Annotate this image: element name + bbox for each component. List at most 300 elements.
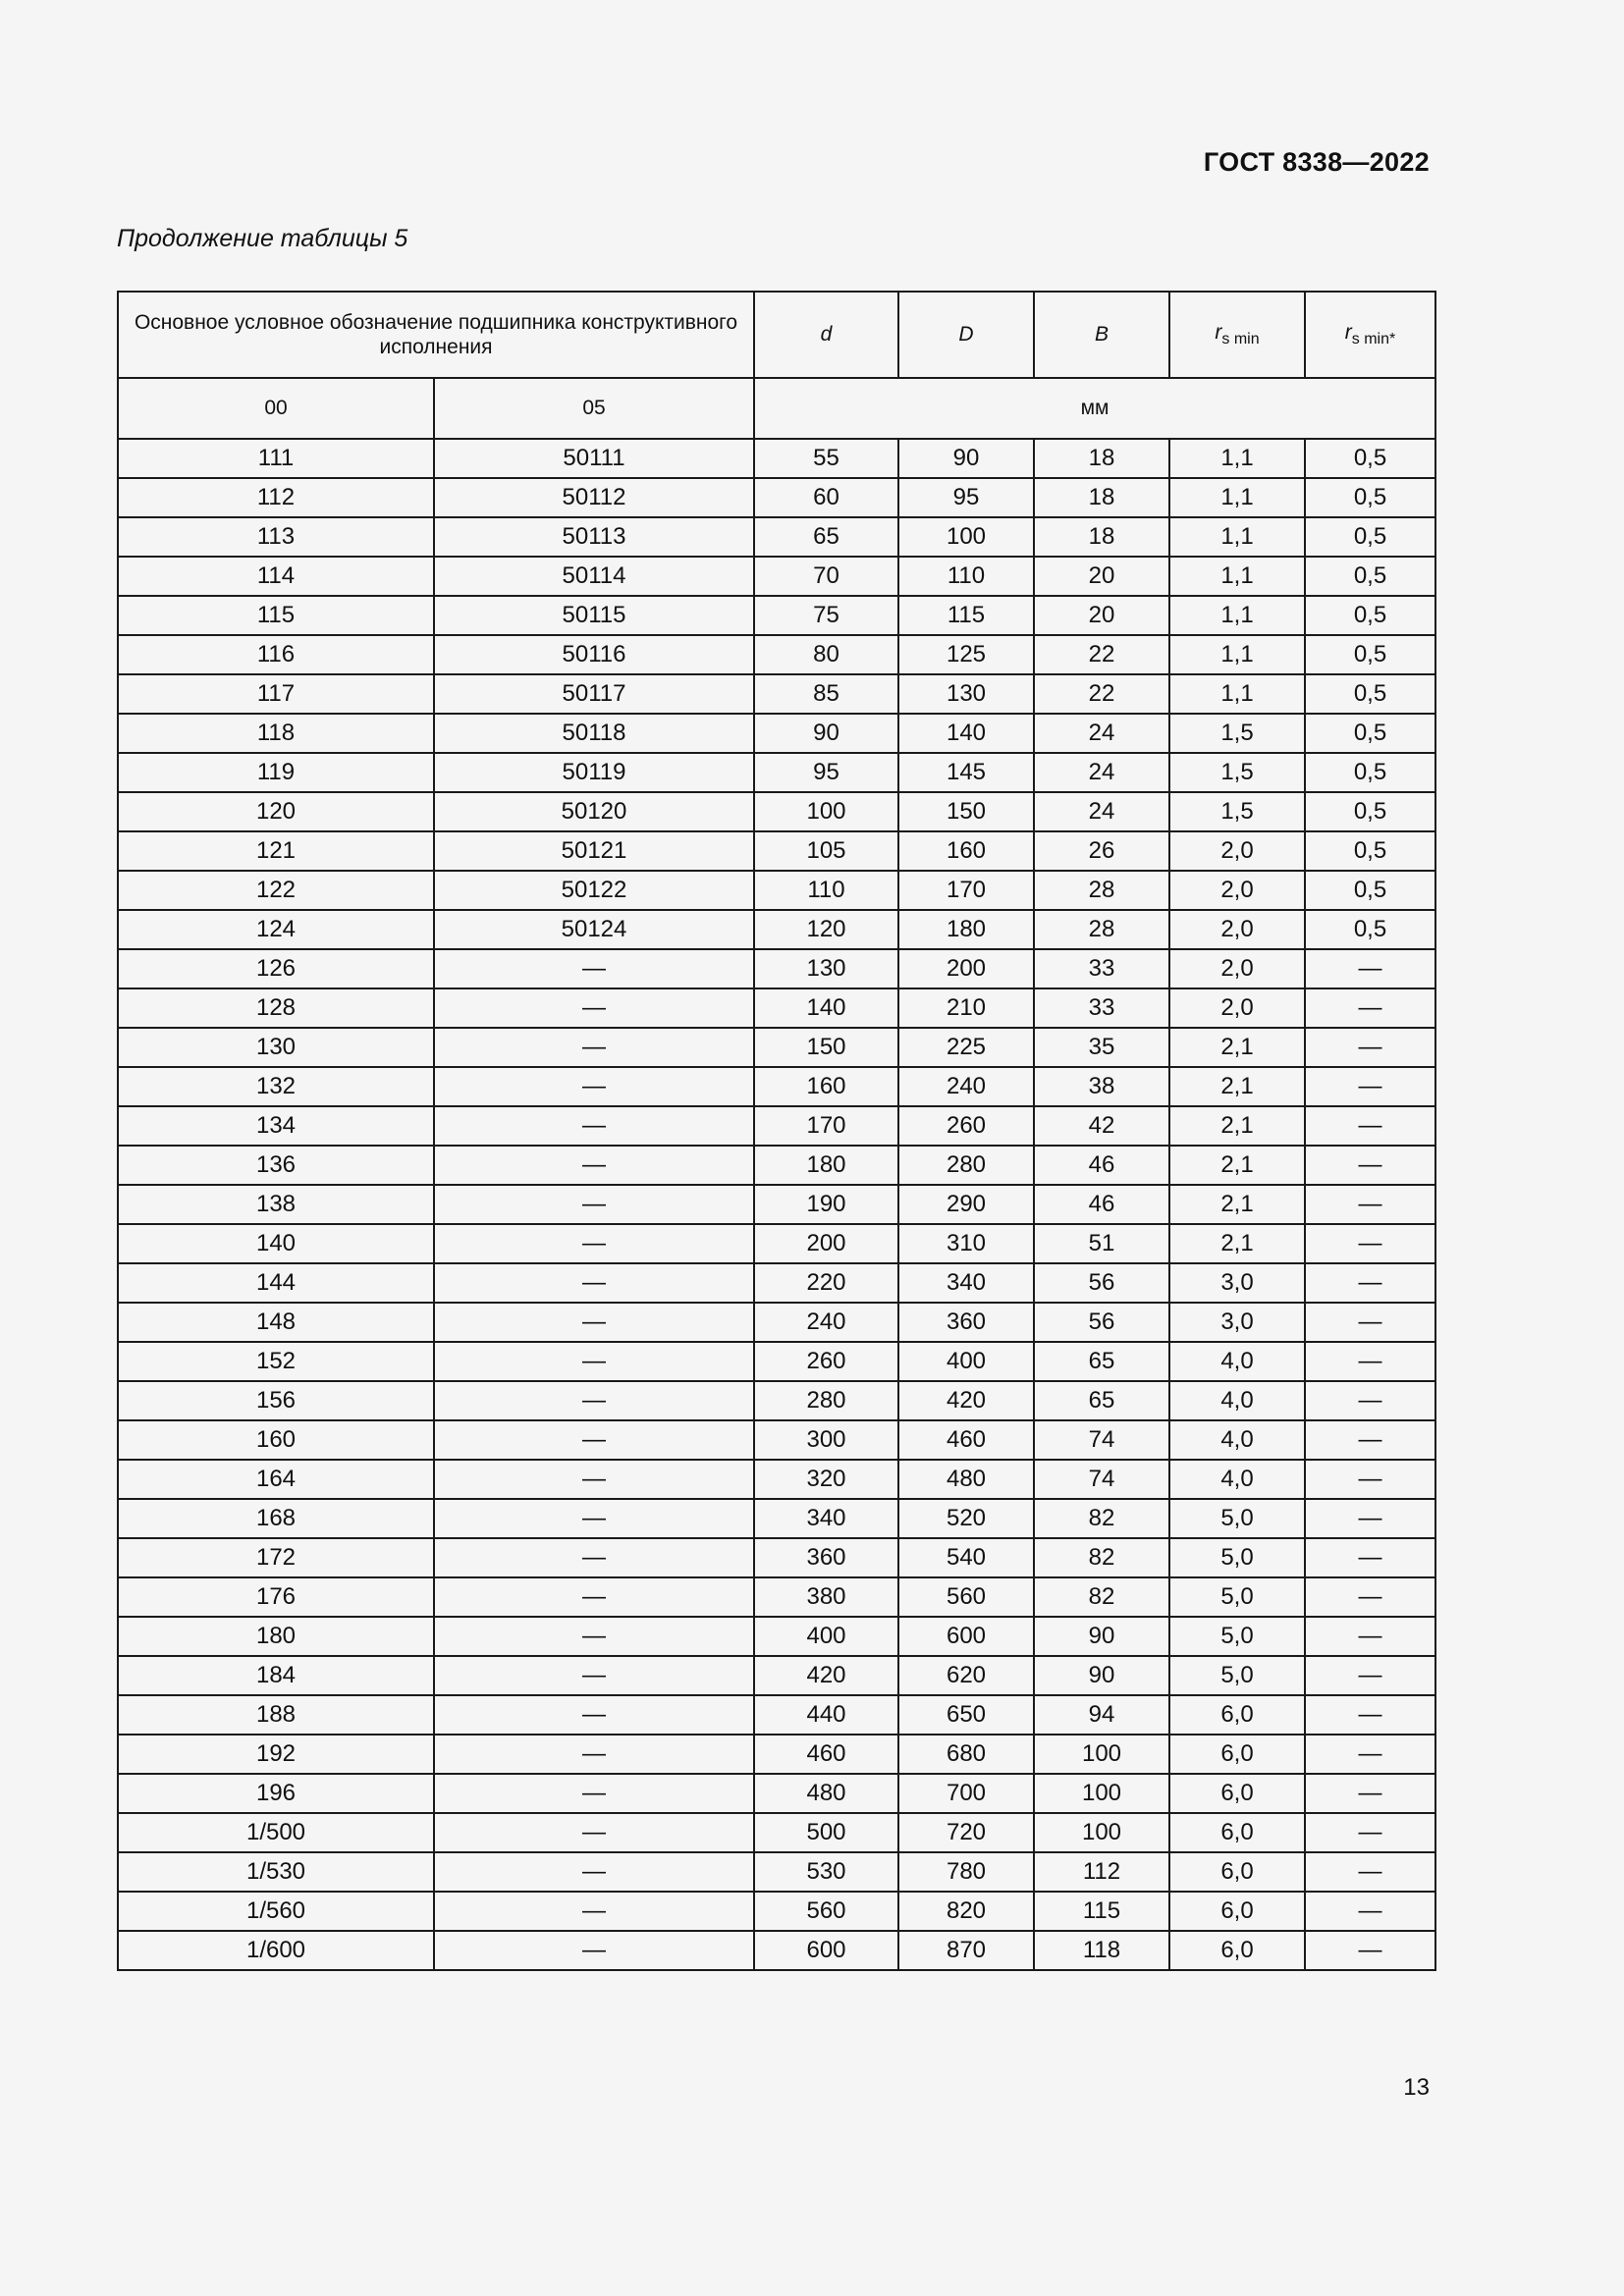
cell-05: 50114 [434, 557, 754, 596]
cell-rs-min-star: — [1305, 949, 1435, 988]
cell-D: 115 [898, 596, 1034, 635]
cell-rs-min: 5,0 [1169, 1617, 1305, 1656]
cell-05: — [434, 1892, 754, 1931]
cell-rs-min-star: 0,5 [1305, 753, 1435, 792]
cell-rs-min-star: — [1305, 1892, 1435, 1931]
cell-05: — [434, 949, 754, 988]
cell-d: 280 [754, 1381, 898, 1420]
cell-rs-min: 2,0 [1169, 910, 1305, 949]
cell-00: 124 [118, 910, 434, 949]
header-d: d [754, 292, 898, 378]
cell-05: 50120 [434, 792, 754, 831]
bearing-dimensions-table [117, 291, 1436, 1971]
cell-B: 18 [1034, 517, 1169, 557]
cell-rs-min-star: — [1305, 1813, 1435, 1852]
header-rs-min-sub: s min [1221, 331, 1260, 347]
cell-rs-min: 2,1 [1169, 1224, 1305, 1263]
cell-d: 600 [754, 1931, 898, 1970]
cell-05: 50113 [434, 517, 754, 557]
cell-rs-min: 2,1 [1169, 1067, 1305, 1106]
cell-00: 136 [118, 1146, 434, 1185]
cell-B: 94 [1034, 1695, 1169, 1735]
cell-d: 90 [754, 714, 898, 753]
cell-05: — [434, 1185, 754, 1224]
cell-rs-min: 2,1 [1169, 1028, 1305, 1067]
cell-D: 125 [898, 635, 1034, 674]
cell-d: 190 [754, 1185, 898, 1224]
table-row [118, 1852, 1435, 1892]
cell-00: 128 [118, 988, 434, 1028]
cell-d: 200 [754, 1224, 898, 1263]
cell-d: 150 [754, 1028, 898, 1067]
cell-d: 160 [754, 1067, 898, 1106]
cell-D: 225 [898, 1028, 1034, 1067]
cell-D: 110 [898, 557, 1034, 596]
cell-D: 150 [898, 792, 1034, 831]
cell-B: 42 [1034, 1106, 1169, 1146]
cell-00: 113 [118, 517, 434, 557]
cell-05: 50122 [434, 871, 754, 910]
cell-B: 90 [1034, 1656, 1169, 1695]
cell-00: 184 [118, 1656, 434, 1695]
cell-rs-min: 4,0 [1169, 1381, 1305, 1420]
cell-rs-min: 2,0 [1169, 988, 1305, 1028]
cell-D: 720 [898, 1813, 1034, 1852]
cell-B: 20 [1034, 557, 1169, 596]
cell-rs-min-star: 0,5 [1305, 439, 1435, 478]
cell-05: — [434, 1774, 754, 1813]
cell-05: — [434, 1106, 754, 1146]
cell-00: 111 [118, 439, 434, 478]
cell-05: 50124 [434, 910, 754, 949]
cell-rs-min: 4,0 [1169, 1420, 1305, 1460]
cell-05: — [434, 1577, 754, 1617]
header-rs-min-star-base: r [1344, 321, 1352, 344]
cell-rs-min: 1,1 [1169, 439, 1305, 478]
cell-d: 120 [754, 910, 898, 949]
cell-rs-min: 2,1 [1169, 1146, 1305, 1185]
cell-B: 56 [1034, 1263, 1169, 1303]
cell-d: 460 [754, 1735, 898, 1774]
cell-rs-min: 1,1 [1169, 557, 1305, 596]
cell-rs-min-star: 0,5 [1305, 714, 1435, 753]
table-row [118, 988, 1435, 1028]
cell-B: 33 [1034, 949, 1169, 988]
table-row [118, 1617, 1435, 1656]
cell-D: 680 [898, 1735, 1034, 1774]
table-row [118, 1106, 1435, 1146]
header-rs-min [1169, 292, 1305, 378]
cell-rs-min: 3,0 [1169, 1263, 1305, 1303]
cell-00: 1/500 [118, 1813, 434, 1852]
cell-00: 130 [118, 1028, 434, 1067]
cell-d: 180 [754, 1146, 898, 1185]
cell-05: 50111 [434, 439, 754, 478]
cell-00: 132 [118, 1067, 434, 1106]
cell-rs-min: 6,0 [1169, 1774, 1305, 1813]
cell-00: 1/530 [118, 1852, 434, 1892]
cell-00: 160 [118, 1420, 434, 1460]
cell-rs-min: 6,0 [1169, 1931, 1305, 1970]
cell-05: 50116 [434, 635, 754, 674]
cell-00: 118 [118, 714, 434, 753]
cell-d: 240 [754, 1303, 898, 1342]
header-rs-min-star-sub: s min* [1351, 331, 1396, 347]
table-row [118, 1381, 1435, 1420]
cell-rs-min-star: — [1305, 1577, 1435, 1617]
cell-B: 46 [1034, 1146, 1169, 1185]
cell-00: 176 [118, 1577, 434, 1617]
cell-00: 156 [118, 1381, 434, 1420]
cell-B: 38 [1034, 1067, 1169, 1106]
cell-rs-min-star: — [1305, 1460, 1435, 1499]
table-body [118, 439, 1435, 1970]
cell-rs-min: 1,1 [1169, 596, 1305, 635]
cell-rs-min: 2,1 [1169, 1185, 1305, 1224]
cell-05: 50112 [434, 478, 754, 517]
table-row [118, 1656, 1435, 1695]
cell-rs-min: 4,0 [1169, 1460, 1305, 1499]
cell-rs-min: 1,5 [1169, 792, 1305, 831]
cell-d: 55 [754, 439, 898, 478]
cell-05: 50115 [434, 596, 754, 635]
page-number: 13 [1403, 2074, 1430, 2101]
cell-B: 74 [1034, 1420, 1169, 1460]
table-row [118, 439, 1435, 478]
cell-00: 152 [118, 1342, 434, 1381]
cell-B: 100 [1034, 1735, 1169, 1774]
cell-rs-min: 5,0 [1169, 1656, 1305, 1695]
table-row [118, 517, 1435, 557]
cell-00: 120 [118, 792, 434, 831]
cell-D: 100 [898, 517, 1034, 557]
table-row [118, 596, 1435, 635]
cell-B: 18 [1034, 439, 1169, 478]
cell-rs-min: 6,0 [1169, 1852, 1305, 1892]
cell-05: — [434, 1813, 754, 1852]
cell-00: 196 [118, 1774, 434, 1813]
cell-B: 82 [1034, 1499, 1169, 1538]
cell-D: 170 [898, 871, 1034, 910]
cell-D: 210 [898, 988, 1034, 1028]
cell-rs-min-star: 0,5 [1305, 517, 1435, 557]
cell-D: 130 [898, 674, 1034, 714]
table-row [118, 1695, 1435, 1735]
cell-rs-min-star: 0,5 [1305, 635, 1435, 674]
cell-00: 172 [118, 1538, 434, 1577]
cell-rs-min: 6,0 [1169, 1892, 1305, 1931]
cell-d: 80 [754, 635, 898, 674]
cell-B: 112 [1034, 1852, 1169, 1892]
cell-B: 118 [1034, 1931, 1169, 1970]
cell-D: 870 [898, 1931, 1034, 1970]
cell-D: 145 [898, 753, 1034, 792]
cell-d: 60 [754, 478, 898, 517]
cell-B: 115 [1034, 1892, 1169, 1931]
cell-05: — [434, 1224, 754, 1263]
cell-B: 22 [1034, 674, 1169, 714]
cell-B: 28 [1034, 871, 1169, 910]
cell-B: 18 [1034, 478, 1169, 517]
cell-D: 95 [898, 478, 1034, 517]
cell-00: 138 [118, 1185, 434, 1224]
cell-rs-min-star: — [1305, 988, 1435, 1028]
cell-d: 140 [754, 988, 898, 1028]
cell-B: 20 [1034, 596, 1169, 635]
cell-rs-min-star: — [1305, 1852, 1435, 1892]
cell-00: 122 [118, 871, 434, 910]
cell-rs-min-star: — [1305, 1695, 1435, 1735]
table-row [118, 1185, 1435, 1224]
cell-D: 310 [898, 1224, 1034, 1263]
table-row [118, 674, 1435, 714]
table-row [118, 1538, 1435, 1577]
table-row [118, 753, 1435, 792]
header-B: B [1034, 292, 1169, 378]
cell-B: 90 [1034, 1617, 1169, 1656]
cell-05: — [434, 1735, 754, 1774]
cell-rs-min-star: 0,5 [1305, 792, 1435, 831]
cell-D: 700 [898, 1774, 1034, 1813]
table-row [118, 1892, 1435, 1931]
cell-rs-min-star: 0,5 [1305, 557, 1435, 596]
cell-rs-min-star: 0,5 [1305, 831, 1435, 871]
cell-B: 74 [1034, 1460, 1169, 1499]
cell-D: 620 [898, 1656, 1034, 1695]
cell-rs-min-star: — [1305, 1617, 1435, 1656]
table-row [118, 910, 1435, 949]
cell-d: 220 [754, 1263, 898, 1303]
cell-D: 290 [898, 1185, 1034, 1224]
cell-B: 26 [1034, 831, 1169, 871]
cell-05: — [434, 1067, 754, 1106]
cell-00: 117 [118, 674, 434, 714]
cell-d: 260 [754, 1342, 898, 1381]
cell-rs-min-star: — [1305, 1146, 1435, 1185]
table-subheader-row [118, 378, 1435, 439]
cell-d: 110 [754, 871, 898, 910]
cell-05: 50118 [434, 714, 754, 753]
cell-05: — [434, 1146, 754, 1185]
cell-05: — [434, 1931, 754, 1970]
cell-D: 160 [898, 831, 1034, 871]
cell-05: — [434, 1342, 754, 1381]
header-rs-min-star [1305, 292, 1435, 378]
table-header-row [118, 292, 1435, 378]
cell-00: 119 [118, 753, 434, 792]
cell-rs-min-star: — [1305, 1106, 1435, 1146]
cell-d: 440 [754, 1695, 898, 1735]
cell-d: 560 [754, 1892, 898, 1931]
cell-D: 340 [898, 1263, 1034, 1303]
cell-d: 400 [754, 1617, 898, 1656]
cell-D: 400 [898, 1342, 1034, 1381]
cell-05: 50121 [434, 831, 754, 871]
cell-00: 126 [118, 949, 434, 988]
cell-rs-min-star: — [1305, 1263, 1435, 1303]
table-row [118, 1342, 1435, 1381]
cell-D: 240 [898, 1067, 1034, 1106]
cell-rs-min: 1,5 [1169, 753, 1305, 792]
cell-d: 100 [754, 792, 898, 831]
table-row [118, 1460, 1435, 1499]
cell-rs-min: 3,0 [1169, 1303, 1305, 1342]
cell-d: 75 [754, 596, 898, 635]
cell-05: — [434, 988, 754, 1028]
cell-05: — [434, 1460, 754, 1499]
cell-00: 1/560 [118, 1892, 434, 1931]
table-row [118, 1499, 1435, 1538]
cell-d: 420 [754, 1656, 898, 1695]
cell-00: 134 [118, 1106, 434, 1146]
cell-00: 121 [118, 831, 434, 871]
table-row [118, 557, 1435, 596]
cell-00: 140 [118, 1224, 434, 1263]
cell-d: 70 [754, 557, 898, 596]
cell-D: 460 [898, 1420, 1034, 1460]
cell-B: 82 [1034, 1577, 1169, 1617]
cell-rs-min: 4,0 [1169, 1342, 1305, 1381]
table-row [118, 1263, 1435, 1303]
cell-rs-min: 2,0 [1169, 949, 1305, 988]
cell-rs-min: 1,1 [1169, 478, 1305, 517]
cell-D: 200 [898, 949, 1034, 988]
cell-rs-min-star: — [1305, 1224, 1435, 1263]
cell-rs-min: 1,1 [1169, 517, 1305, 557]
cell-d: 360 [754, 1538, 898, 1577]
cell-D: 420 [898, 1381, 1034, 1420]
cell-05: — [434, 1852, 754, 1892]
cell-D: 360 [898, 1303, 1034, 1342]
cell-D: 260 [898, 1106, 1034, 1146]
cell-00: 168 [118, 1499, 434, 1538]
table-row [118, 1303, 1435, 1342]
cell-rs-min-star: — [1305, 1185, 1435, 1224]
cell-05: — [434, 1656, 754, 1695]
cell-B: 100 [1034, 1774, 1169, 1813]
table-row [118, 831, 1435, 871]
cell-B: 65 [1034, 1381, 1169, 1420]
table-row [118, 1420, 1435, 1460]
table-row [118, 871, 1435, 910]
document-code: ГОСТ 8338—2022 [1203, 147, 1430, 177]
header-D: D [898, 292, 1034, 378]
cell-rs-min: 6,0 [1169, 1813, 1305, 1852]
cell-rs-min-star: — [1305, 1538, 1435, 1577]
cell-d: 300 [754, 1420, 898, 1460]
cell-rs-min-star: — [1305, 1656, 1435, 1695]
cell-05: — [434, 1381, 754, 1420]
subheader-00: 00 [118, 378, 434, 439]
cell-D: 780 [898, 1852, 1034, 1892]
cell-D: 480 [898, 1460, 1034, 1499]
table-caption: Продолжение таблицы 5 [117, 225, 408, 252]
cell-00: 1/600 [118, 1931, 434, 1970]
cell-B: 35 [1034, 1028, 1169, 1067]
cell-05: 50119 [434, 753, 754, 792]
cell-00: 115 [118, 596, 434, 635]
cell-D: 520 [898, 1499, 1034, 1538]
cell-B: 82 [1034, 1538, 1169, 1577]
cell-rs-min: 5,0 [1169, 1577, 1305, 1617]
cell-B: 51 [1034, 1224, 1169, 1263]
cell-rs-min-star: 0,5 [1305, 596, 1435, 635]
cell-05: — [434, 1538, 754, 1577]
cell-rs-min: 1,1 [1169, 635, 1305, 674]
cell-rs-min: 1,1 [1169, 674, 1305, 714]
cell-rs-min-star: — [1305, 1028, 1435, 1067]
cell-rs-min-star: — [1305, 1303, 1435, 1342]
cell-d: 130 [754, 949, 898, 988]
cell-D: 280 [898, 1146, 1034, 1185]
cell-d: 65 [754, 517, 898, 557]
cell-D: 600 [898, 1617, 1034, 1656]
table-row [118, 1146, 1435, 1185]
cell-D: 540 [898, 1538, 1034, 1577]
cell-d: 105 [754, 831, 898, 871]
cell-00: 192 [118, 1735, 434, 1774]
cell-rs-min-star: — [1305, 1499, 1435, 1538]
subheader-units: мм [754, 378, 1435, 439]
cell-B: 56 [1034, 1303, 1169, 1342]
table-row [118, 1735, 1435, 1774]
table-row [118, 1028, 1435, 1067]
cell-B: 22 [1034, 635, 1169, 674]
cell-rs-min-star: — [1305, 1735, 1435, 1774]
cell-d: 340 [754, 1499, 898, 1538]
cell-00: 148 [118, 1303, 434, 1342]
cell-d: 170 [754, 1106, 898, 1146]
table-row [118, 478, 1435, 517]
table-row [118, 1931, 1435, 1970]
cell-B: 24 [1034, 714, 1169, 753]
cell-rs-min-star: — [1305, 1774, 1435, 1813]
cell-B: 28 [1034, 910, 1169, 949]
header-rs-min-base: r [1215, 321, 1222, 344]
cell-00: 116 [118, 635, 434, 674]
cell-rs-min-star: — [1305, 1067, 1435, 1106]
cell-rs-min: 5,0 [1169, 1538, 1305, 1577]
cell-05: — [434, 1303, 754, 1342]
table-row [118, 1224, 1435, 1263]
cell-B: 100 [1034, 1813, 1169, 1852]
cell-rs-min-star: 0,5 [1305, 674, 1435, 714]
designation-header: Основное условное обозначение подшипника конструктивного исполнения [118, 292, 754, 378]
cell-rs-min: 6,0 [1169, 1695, 1305, 1735]
cell-rs-min-star: 0,5 [1305, 910, 1435, 949]
cell-05: — [434, 1617, 754, 1656]
cell-d: 480 [754, 1774, 898, 1813]
cell-rs-min-star: — [1305, 1420, 1435, 1460]
table-row [118, 635, 1435, 674]
cell-05: — [434, 1420, 754, 1460]
cell-d: 95 [754, 753, 898, 792]
table-row [118, 714, 1435, 753]
cell-rs-min-star: — [1305, 1381, 1435, 1420]
cell-d: 530 [754, 1852, 898, 1892]
cell-rs-min: 2,0 [1169, 871, 1305, 910]
cell-05: 50117 [434, 674, 754, 714]
cell-rs-min: 2,0 [1169, 831, 1305, 871]
cell-rs-min-star: — [1305, 1931, 1435, 1970]
cell-rs-min: 6,0 [1169, 1735, 1305, 1774]
cell-00: 112 [118, 478, 434, 517]
cell-D: 90 [898, 439, 1034, 478]
cell-rs-min: 1,5 [1169, 714, 1305, 753]
table-row [118, 1577, 1435, 1617]
cell-05: — [434, 1499, 754, 1538]
cell-05: — [434, 1028, 754, 1067]
